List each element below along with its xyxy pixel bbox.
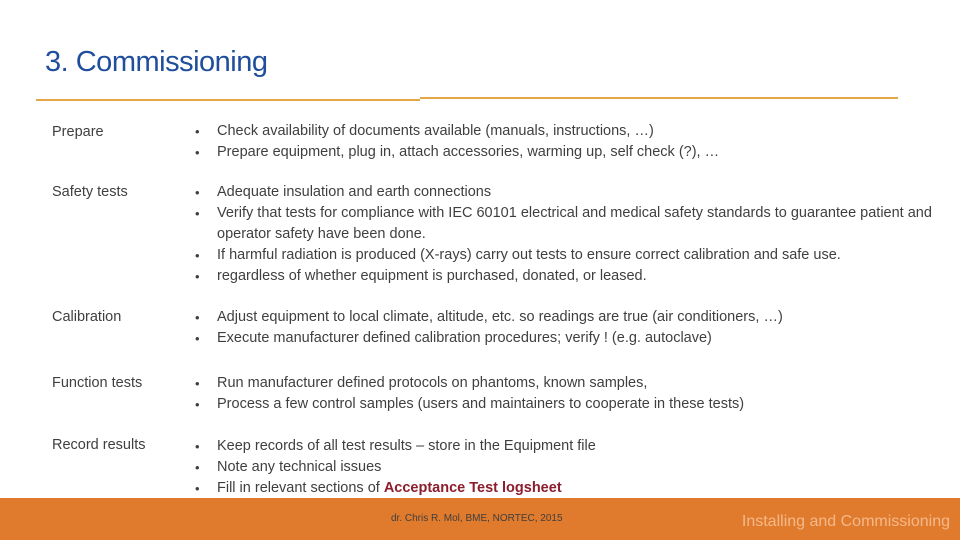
bullet-item: • Adjust equipment to local climate, altitude, etc. so readings are true (air conditioners, …) [195, 307, 945, 328]
bullet-list-prepare [195, 121, 945, 163]
bullet-item: • Check availability of documents available (manuals, instructions, …) [195, 121, 945, 142]
footer-credit: dr. Chris R. Mol, BME, NORTEC, 2015 [391, 513, 563, 524]
section-label-safety-tests: Safety tests [52, 184, 128, 200]
title-underline-left [36, 99, 420, 101]
bullet-item: • Process a few control samples (users and maintainers to cooperate in these tests) [195, 394, 945, 415]
bullet-item: • Keep records of all test results – store in the Equipment file [195, 436, 945, 457]
bullet-list-calibration [195, 307, 945, 349]
section-label-record-results: Record results [52, 437, 146, 453]
bullet-list-record-results [195, 436, 945, 499]
bullet-item: • regardless of whether equipment is purchased, donated, or leased. [195, 266, 945, 287]
bullet-text: Fill in relevant sections of [217, 480, 384, 496]
bullet-item: • Adequate insulation and earth connections [195, 182, 945, 203]
bullet-item: • Run manufacturer defined protocols on phantoms, known samples, [195, 373, 945, 394]
section-label-calibration: Calibration [52, 309, 122, 325]
section-label-function-tests: Function tests [52, 375, 143, 391]
section-label-prepare: Prepare [52, 124, 104, 140]
acceptance-test-logsheet-link[interactable]: Acceptance Test logsheet [383, 480, 562, 496]
bullet-list-function-tests [195, 373, 945, 415]
bullet-item-logsheet [195, 478, 945, 499]
footer-topic: Installing and Commissioning [741, 513, 950, 530]
slide-title: 3. Commissioning [45, 46, 268, 78]
bullet-item: • Prepare equipment, plug in, attach accessories, warming up, self check (?), … [195, 142, 945, 163]
bullet-item: • Execute manufacturer defined calibration procedures; verify ! (e.g. autoclave) [195, 328, 945, 349]
bullet-item: • If harmful radiation is produced (X-rays) carry out tests to ensure correct calibration and safe use. [195, 245, 945, 266]
bullet-list-safety-tests [195, 182, 945, 287]
bullet-item: • Note any technical issues [195, 457, 945, 478]
bullet-item: • Verify that tests for compliance with IEC 60101 electrical and medical safety standards to guarantee patient and operator safety have been done. [195, 203, 945, 245]
title-underline-right [420, 97, 898, 99]
